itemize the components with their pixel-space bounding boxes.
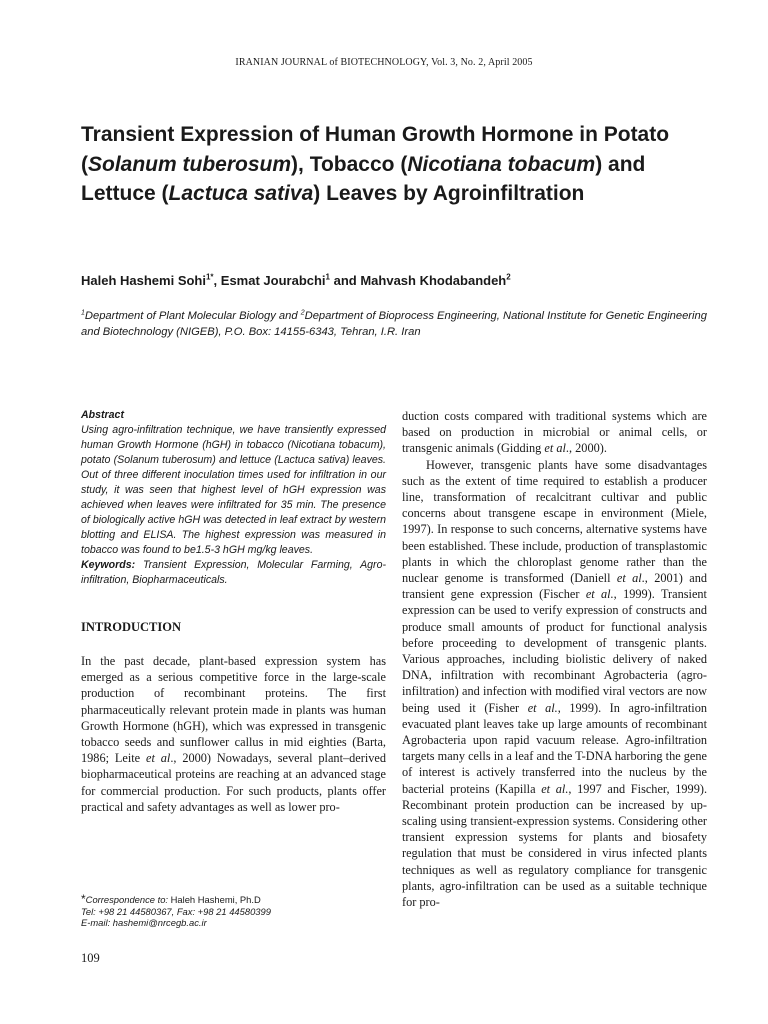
affiliations: $^1$Department of Plant Molecular Biology and $^2$Department of Bioprocess Engineering, National Institute for Genetic Engineering and Biotechnology (NIGEB), P.O. Box: 14155-6343, Tehran, I.R. Iran bbox=[81, 309, 707, 338]
journal-header: IRANIAN JOURNAL of BIOTECHNOLOGY, Vol. 3, No. 2, April 2005 bbox=[235, 57, 533, 68]
author-list: Haleh Hashemi Sohi$^{1*}$, Esmat Jourabchi$^1$ and Mahvash Khodabandeh$^2$ bbox=[81, 272, 511, 288]
email-address: E-mail: hashemi@nrcegb.ac.ir bbox=[81, 917, 207, 928]
author-superscript: 1* bbox=[205, 272, 214, 282]
body-paragraph: duction costs compared with traditional systems which are based on production in microbial or animal cells, or transgenic animals (Gidding et al., 2000). bbox=[402, 409, 707, 456]
abstract bbox=[81, 408, 386, 588]
abstract-text: Using agro-infiltration technique, we have transiently expressed human Growth Hormone (hGH) in tobacco (Nicotiana tobacum), potato (Solanum tuberosum) and lettuce (Lactuca sativa) leaves. Out of three different inoculation times used for infiltration in our study, it was seen that highest level of hGH expression was achieved when leaves were infiltrated for 35 min. The presence of biologically active hGH was detected in leaf extract by western blotting and ELISA. The highest expression was measured in tobacco was found to be1.5-3 hGH mg/kg leaves. bbox=[81, 424, 386, 556]
introduction-heading: INTRODUCTION bbox=[81, 620, 182, 634]
page-number: 109 bbox=[81, 951, 100, 965]
right-column bbox=[402, 408, 707, 910]
correspondence-footnote: *Correspondence to: Haleh Hashemi, Ph.D Tel: +98 21 44580367, Fax: +98 21 44580399 E-mail: hashemi@nrcegb.ac.ir bbox=[81, 894, 386, 929]
author-superscript: 1 bbox=[325, 272, 330, 282]
footnote-star: * bbox=[81, 892, 86, 906]
body-paragraph: However, transgenic plants have some disadvantages such as the extent of time required to establish a producer line, transformation of recalcitrant cultivar and public concerns about transgene escape in environment (Miele, 1997). In response to such concerns, alternative systems have been established. These include, production of transplastomic plants in which the chloroplast genome rather than the nuclear genome is transformed (Daniell et al., 2001) and transient gene expression (Fischer et al., 1999). Transient expression can be used to verify expression of constructs and produce small amounts of product for functional analysis before proceeding to development of transgenic plants. Various approaches, including biolistic delivery of naked DNA, infiltration with recombinant Agrobacteria (agro-infiltration) and infection with modified viral vectors are now being used it (Fisher et al., 1999). In agro-infiltration evacuated plant leaves take up large amounts of recombinant Agrobacteria upon rapid vacuum release. Agro-infiltration targets many cells in a leaf and the T-DNA harboring the gene of interest is actively transferred into the nucleus by the bacterial proteins (Kapilla et al., 1997 and Fischer, 1999). Recombinant protein production can be increased by up-scaling using transient-expression systems. Considering other transient expression systems for plants and biosafety regulation that must be considered in virus infected plants techniques as well as regulatory compliance for transgenic plants, agro-infiltration can be used as a suitable technique for pro- bbox=[402, 457, 708, 910]
keywords-text: Transient Expression, Molecular Farming, Agro-infiltration, Biopharmaceuticals. bbox=[81, 559, 386, 586]
correspondent-name: Haleh Hashemi, Ph.D bbox=[170, 894, 261, 905]
introduction-paragraph: In the past decade, plant-based expression system has emerged as a serious competitive force in the large-scale production of recombinant proteins. The first pharmaceutically relevant protein made in plants was human Growth Hormone (hGH), which was expressed in transgenic tobacco seeds and sunflower callus in mid eighties (Barta, 1986; Leite et al., 2000) Nowadays, several plant–derived biopharmaceutical proteins are reaching at an advanced stage for commercial production. For such products, plants offer practical and safety advantages as well as lower pro- bbox=[81, 654, 387, 814]
phone-fax: Tel: +98 21 44580367, Fax: +98 21 44580399 bbox=[81, 905, 271, 917]
author-name: Esmat Jourabchi bbox=[220, 273, 326, 288]
article-title: Transient Expression of Human Growth Hormone in Potato (Solanum tuberosum), Tobacco (Nicotiana tobacum) and Lettuce (Lactuca sativa) Leaves by Agroinfiltration bbox=[81, 123, 670, 205]
abstract-label: Abstract bbox=[81, 409, 124, 421]
left-column bbox=[81, 408, 386, 815]
author-name: Haleh Hashemi Sohi bbox=[81, 273, 206, 288]
author-name: Mahvash Khodabandeh bbox=[360, 273, 507, 288]
keywords-label: Keywords: bbox=[81, 559, 136, 571]
author-superscript: 2 bbox=[506, 272, 511, 282]
